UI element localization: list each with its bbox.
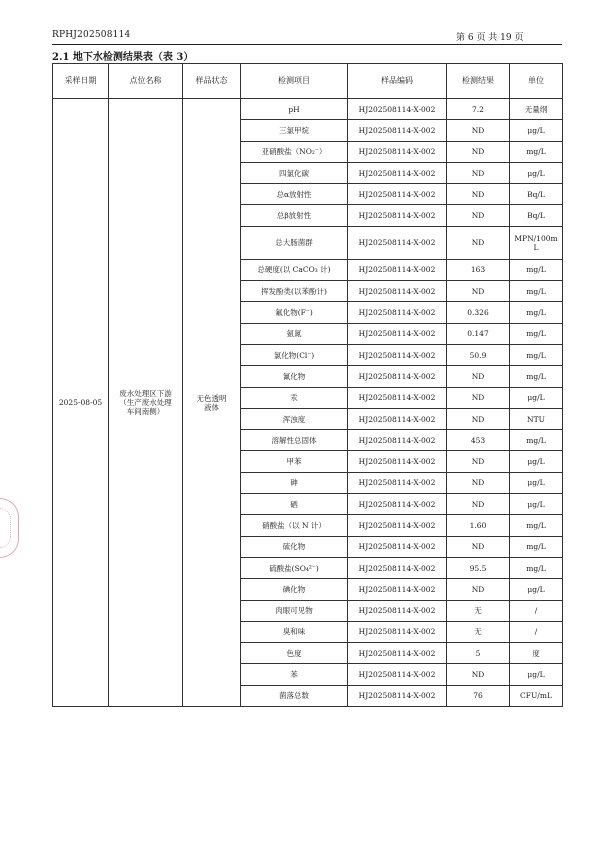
cell-sample-code: HJ202508114-X-002 <box>348 643 447 664</box>
cell-item: 浑浊度 <box>241 408 348 429</box>
cell-result: ND <box>447 120 510 141</box>
cell-unit: μg/L <box>510 162 563 183</box>
col-header-unit: 单位 <box>510 64 563 99</box>
cell-unit: 度 <box>510 643 563 664</box>
cell-unit: mg/L <box>510 430 563 451</box>
cell-unit: μg/L <box>510 494 563 515</box>
cell-location: 废水处理区下游（生产废水处理车间南侧） <box>109 99 183 707</box>
cell-item: 亚硝酸盐（NO₂⁻） <box>241 141 348 162</box>
cell-unit: mg/L <box>510 536 563 557</box>
cell-item: 硝酸盐（以 N 计） <box>241 515 348 536</box>
cell-item: 四氯化碳 <box>241 162 348 183</box>
cell-unit: μg/L <box>510 472 563 493</box>
cell-sample-code: HJ202508114-X-002 <box>348 536 447 557</box>
cell-result: 7.2 <box>447 99 510 120</box>
cell-item: 苯 <box>241 664 348 685</box>
col-header-location: 点位名称 <box>109 64 183 99</box>
report-number: RPHJ202508114 <box>52 30 131 40</box>
cell-unit: mg/L <box>510 515 563 536</box>
cell-result: ND <box>447 664 510 685</box>
cell-item: 总α放射性 <box>241 184 348 205</box>
cell-result: 163 <box>447 259 510 280</box>
cell-item: 菌落总数 <box>241 685 348 706</box>
cell-result: ND <box>447 281 510 302</box>
cell-result: ND <box>447 226 510 259</box>
cell-item: 砷 <box>241 472 348 493</box>
cell-result: ND <box>447 366 510 387</box>
cell-result: 453 <box>447 430 510 451</box>
cell-result: ND <box>447 162 510 183</box>
cell-unit: Bq/L <box>510 184 563 205</box>
cell-item: 总大肠菌群 <box>241 226 348 259</box>
cell-result: 无 <box>447 621 510 642</box>
cell-item: 肉眼可见物 <box>241 600 348 621</box>
cell-result: ND <box>447 494 510 515</box>
cell-item: 总硬度(以 CaCO₃ 计) <box>241 259 348 280</box>
cell-result: 5 <box>447 643 510 664</box>
cell-item: 挥发酚类(以苯酚计) <box>241 281 348 302</box>
cell-item: 碘化物 <box>241 579 348 600</box>
cell-result: ND <box>447 387 510 408</box>
col-header-item: 检测项目 <box>241 64 348 99</box>
cell-item: 硫酸盐(SO₄²⁻) <box>241 557 348 578</box>
cell-unit: / <box>510 600 563 621</box>
cell-unit: μg/L <box>510 451 563 472</box>
col-header-date: 采样日期 <box>53 64 109 99</box>
cell-sample-code: HJ202508114-X-002 <box>348 515 447 536</box>
cell-sample-code: HJ202508114-X-002 <box>348 579 447 600</box>
cell-sample-code: HJ202508114-X-002 <box>348 366 447 387</box>
results-table <box>52 63 563 707</box>
cell-item: 氟化物(F⁻) <box>241 302 348 323</box>
cell-sample-code: HJ202508114-X-002 <box>348 302 447 323</box>
cell-item: 色度 <box>241 643 348 664</box>
cell-unit: NTU <box>510 408 563 429</box>
cell-result: ND <box>447 141 510 162</box>
cell-unit: μg/L <box>510 664 563 685</box>
cell-sample-code: HJ202508114-X-002 <box>348 120 447 141</box>
cell-item: 硫化物 <box>241 536 348 557</box>
cell-result: 0.326 <box>447 302 510 323</box>
cell-result: 76 <box>447 685 510 706</box>
cell-sample-code: HJ202508114-X-002 <box>348 387 447 408</box>
cell-result: 1.60 <box>447 515 510 536</box>
cell-result: ND <box>447 472 510 493</box>
cell-item: 氰化物 <box>241 366 348 387</box>
cell-sample-code: HJ202508114-X-002 <box>348 664 447 685</box>
cell-sample-state: 无色透明液体 <box>183 99 241 707</box>
red-seal-stamp-inner <box>0 508 11 548</box>
cell-unit: MPN/100mL <box>510 226 563 259</box>
cell-unit: μg/L <box>510 387 563 408</box>
cell-unit: mg/L <box>510 557 563 578</box>
cell-result: ND <box>447 451 510 472</box>
cell-unit: mg/L <box>510 141 563 162</box>
cell-item: 甲苯 <box>241 451 348 472</box>
cell-sample-code: HJ202508114-X-002 <box>348 162 447 183</box>
cell-result: 无 <box>447 600 510 621</box>
cell-result: 0.147 <box>447 323 510 344</box>
cell-unit: mg/L <box>510 344 563 365</box>
cell-result: ND <box>447 205 510 226</box>
col-header-state: 样品状态 <box>183 64 241 99</box>
section-title: 2.1 地下水检测结果表（表 3） <box>52 52 194 63</box>
cell-result: ND <box>447 184 510 205</box>
cell-result: ND <box>447 408 510 429</box>
cell-unit: μg/L <box>510 579 563 600</box>
col-header-result: 检测结果 <box>447 64 510 99</box>
cell-sample-code: HJ202508114-X-002 <box>348 226 447 259</box>
cell-item: 总β放射性 <box>241 205 348 226</box>
cell-sample-code: HJ202508114-X-002 <box>348 184 447 205</box>
cell-sample-code: HJ202508114-X-002 <box>348 472 447 493</box>
cell-unit: mg/L <box>510 302 563 323</box>
cell-unit: Bq/L <box>510 205 563 226</box>
cell-sample-code: HJ202508114-X-002 <box>348 451 447 472</box>
cell-sample-code: HJ202508114-X-002 <box>348 408 447 429</box>
cell-result: 50.9 <box>447 344 510 365</box>
cell-sample-code: HJ202508114-X-002 <box>348 323 447 344</box>
cell-result: ND <box>447 536 510 557</box>
cell-sampling-date: 2025-08-05 <box>53 99 109 707</box>
cell-unit: μg/L <box>510 120 563 141</box>
cell-item: 硒 <box>241 494 348 515</box>
cell-unit: 无量纲 <box>510 99 563 120</box>
cell-unit: mg/L <box>510 366 563 387</box>
cell-sample-code: HJ202508114-X-002 <box>348 344 447 365</box>
cell-item: pH <box>241 99 348 120</box>
cell-unit: mg/L <box>510 281 563 302</box>
cell-sample-code: HJ202508114-X-002 <box>348 557 447 578</box>
cell-sample-code: HJ202508114-X-002 <box>348 259 447 280</box>
cell-sample-code: HJ202508114-X-002 <box>348 205 447 226</box>
cell-sample-code: HJ202508114-X-002 <box>348 685 447 706</box>
cell-sample-code: HJ202508114-X-002 <box>348 430 447 451</box>
cell-sample-code: HJ202508114-X-002 <box>348 494 447 515</box>
cell-item: 汞 <box>241 387 348 408</box>
cell-unit: CFU/mL <box>510 685 563 706</box>
cell-item: 三氯甲烷 <box>241 120 348 141</box>
cell-result: ND <box>447 579 510 600</box>
cell-item: 氨氮 <box>241 323 348 344</box>
cell-item: 溶解性总固体 <box>241 430 348 451</box>
cell-item: 臭和味 <box>241 621 348 642</box>
cell-sample-code: HJ202508114-X-002 <box>348 621 447 642</box>
cell-unit: mg/L <box>510 323 563 344</box>
cell-sample-code: HJ202508114-X-002 <box>348 141 447 162</box>
cell-unit: / <box>510 621 563 642</box>
header-rule <box>52 44 562 45</box>
cell-result: 95.5 <box>447 557 510 578</box>
col-header-code: 样品编码 <box>348 64 447 99</box>
cell-sample-code: HJ202508114-X-002 <box>348 99 447 120</box>
cell-sample-code: HJ202508114-X-002 <box>348 600 447 621</box>
cell-unit: mg/L <box>510 259 563 280</box>
cell-sample-code: HJ202508114-X-002 <box>348 281 447 302</box>
page-indicator: 第 6 页 共 19 页 <box>456 33 524 43</box>
cell-item: 氯化物(Cl⁻) <box>241 344 348 365</box>
table-row <box>53 99 563 120</box>
header-row <box>53 64 563 99</box>
